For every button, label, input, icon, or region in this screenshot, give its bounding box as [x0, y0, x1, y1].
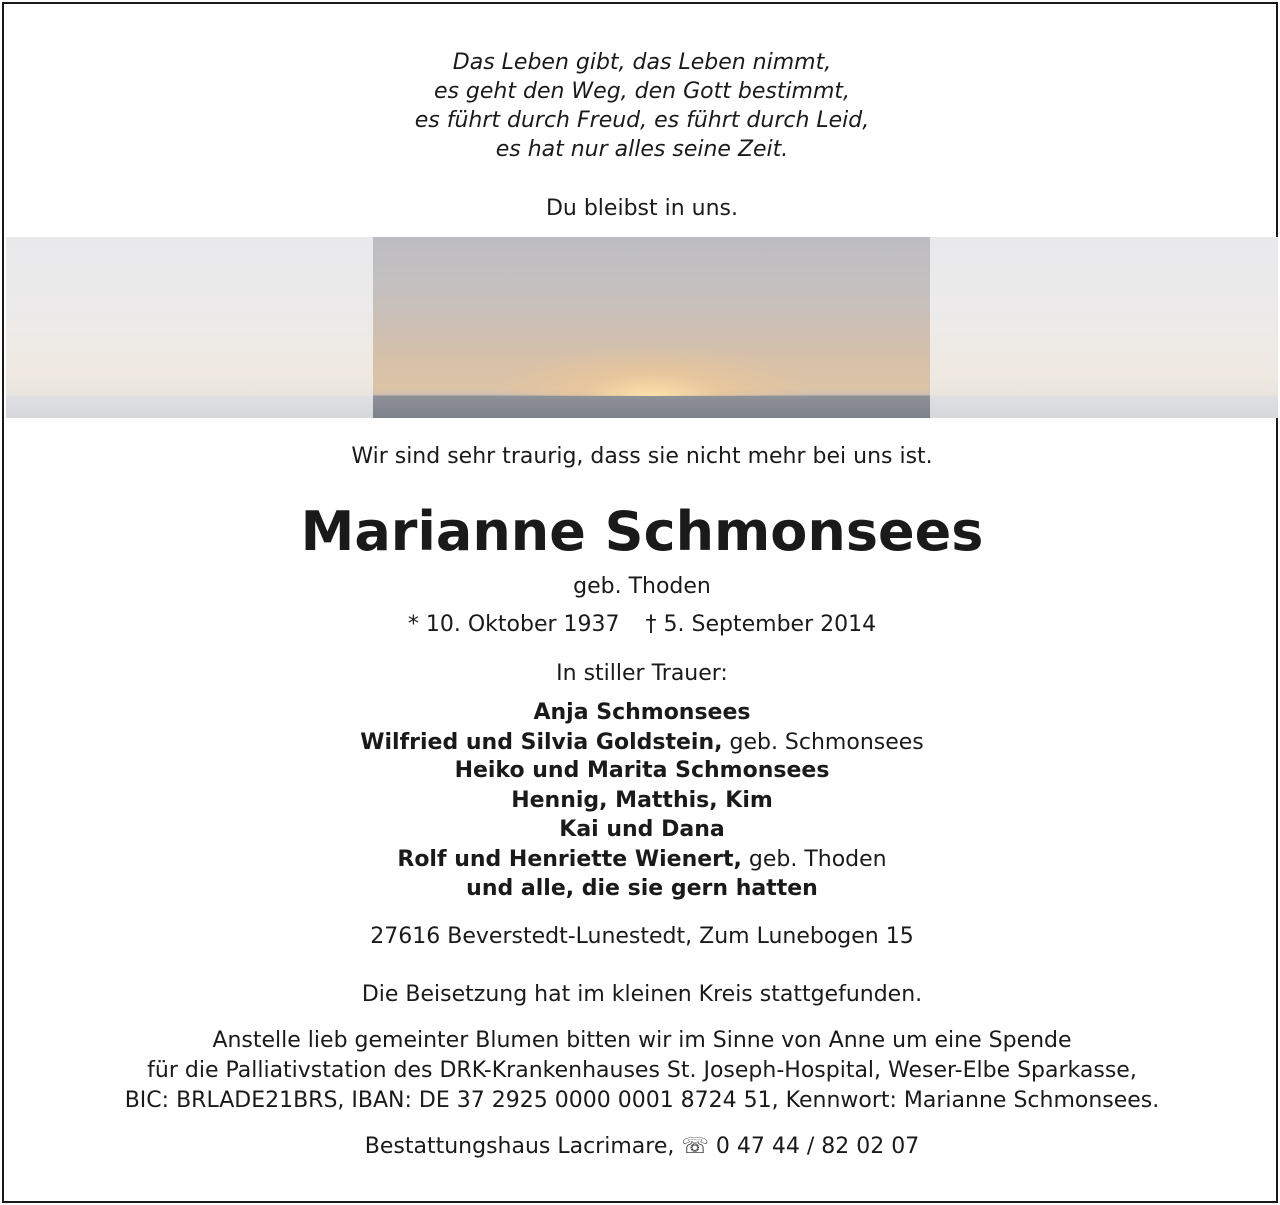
mourner-line: Heiko und Marita Schmonsees — [454, 758, 830, 783]
mourner-line: Kai und Dana — [559, 817, 725, 842]
sea-sunset-photo — [6, 237, 1278, 418]
intro-text: Wir sind sehr traurig, dass sie nicht mehr bei uns ist. — [351, 444, 933, 469]
life-dates — [4, 612, 1280, 637]
poem-line-3: es führt durch Freud, es führt durch Leid, — [414, 108, 870, 133]
mourner-line: Wilfried und Silvia Goldstein, geb. Schmonsees — [360, 730, 924, 755]
mourner-line: und alle, die sie gern hatten — [466, 876, 818, 901]
poem-line-1: Das Leben gibt, das Leben nimmt, — [452, 50, 832, 75]
birth-date: * 10. Oktober 1937 — [407, 612, 620, 637]
poem-line-4: es hat nur alles seine Zeit. — [495, 137, 789, 162]
mourners-heading: In stiller Trauer: — [556, 661, 728, 686]
donation-line-3: BIC: BRLADE21BRS, IBAN: DE 37 2925 0000 0001 8724 51, Kennwort: Marianne Schmonsees. — [124, 1088, 1160, 1113]
photo-right-faded — [930, 237, 1278, 418]
funeral-home-name: Bestattungshaus Lacrimare, — [364, 1134, 675, 1159]
poem-line-2: es geht den Weg, den Gott bestimmt, — [433, 79, 851, 104]
mourner-line: Rolf und Henriette Wienert, geb. Thoden — [397, 847, 887, 872]
donation-line-2: für die Palliativstation des DRK-Krankenhauses St. Joseph-Hospital, Weser-Elbe Sparkasse, — [147, 1058, 1137, 1083]
burial-note: Die Beisetzung hat im kleinen Kreis stattgefunden. — [361, 982, 923, 1007]
funeral-home-phone: 0 47 44 / 82 02 07 — [715, 1134, 920, 1159]
funeral-home — [4, 1134, 1280, 1159]
motto: Du bleibst in uns. — [545, 196, 739, 221]
address: 27616 Beverstedt-Lunestedt, Zum Lunebogen 15 — [370, 924, 914, 949]
mourner-line: Hennig, Matthis, Kim — [511, 788, 773, 813]
photo-center — [373, 237, 930, 418]
donation-line-1: Anstelle lieb gemeinter Blumen bitten wir im Sinne von Anne um eine Spende — [212, 1028, 1072, 1053]
deceased-name: Marianne Schmonsees — [300, 500, 984, 563]
maiden-name: geb. Thoden — [573, 574, 711, 599]
death-date: † 5. September 2014 — [645, 612, 877, 637]
mourner-line: Anja Schmonsees — [533, 700, 751, 725]
obituary-notice — [2, 2, 1278, 1203]
telephone-icon: ☏ — [681, 1134, 709, 1159]
photo-left-faded — [6, 237, 373, 418]
